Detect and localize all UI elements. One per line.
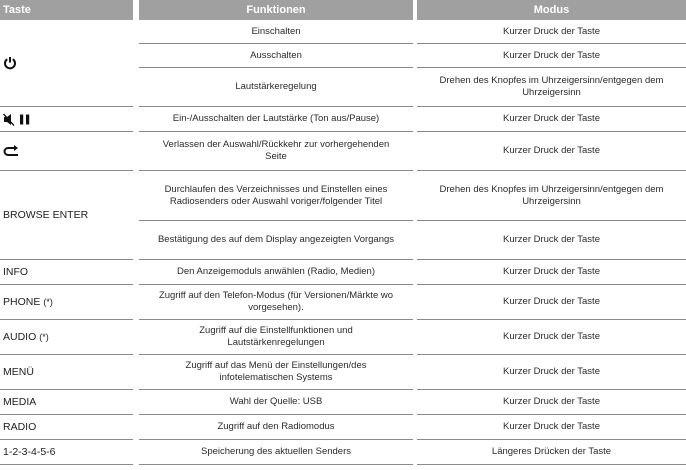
modus-radio: Kurzer Druck der Taste — [417, 415, 686, 440]
modus-einschalten: Kurzer Druck der Taste — [417, 20, 686, 44]
funktion-mute-pause: Ein-/Ausschalten der Lautstärke (Ton aus/Pause) — [139, 107, 413, 132]
funktion-radio: Zugriff auf den Radiomodus — [139, 415, 413, 440]
key-phone-note: (*) — [43, 297, 53, 307]
funktion-menu: Zugriff auf das Menü der Einstellungen/des infotelematischen Systems — [139, 355, 413, 390]
key-phone-label: PHONE — [3, 296, 41, 308]
key-power — [0, 20, 133, 107]
key-menu: MENÜ — [0, 355, 133, 390]
funktion-ausschalten: Ausschalten — [139, 44, 413, 68]
funktion-info: Den Anzeigemoduls anwählen (Radio, Medien) — [139, 260, 413, 285]
key-audio-label: AUDIO — [3, 331, 37, 343]
key-presets: 1-2-3-4-5-6 — [0, 440, 133, 465]
funktion-audio: Zugriff auf die Einstellfunktionen und Lautstärkenregelungen — [139, 320, 413, 355]
modus-ausschalten: Kurzer Druck der Taste — [417, 44, 686, 68]
key-mute-pause — [0, 107, 133, 132]
key-media: MEDIA — [0, 390, 133, 415]
funktion-enter: Bestätigung des auf dem Display angezeigten Vorgangs — [139, 221, 413, 260]
modus-browse: Drehen des Knopfes im Uhrzeigersinn/entgegen dem Uhrzeigersinn — [417, 171, 686, 221]
funktion-lautstaerke: Lautstärkeregelung — [139, 68, 413, 107]
back-arrow-icon — [3, 145, 19, 157]
key-browse-enter: BROWSE ENTER — [0, 171, 133, 260]
modus-lautstaerke: Drehen des Knopfes im Uhrzeigersinn/entgegen dem Uhrzeigersinn — [417, 68, 686, 107]
header-funktionen: Funktionen — [139, 0, 413, 20]
key-phone — [0, 285, 133, 320]
key-back — [0, 132, 133, 171]
key-audio-note: (*) — [39, 332, 49, 342]
funktion-phone: Zugriff auf den Telefon-Modus (für Versionen/Märkte wo vorgesehen). — [139, 285, 413, 320]
key-audio — [0, 320, 133, 355]
modus-back: Kurzer Druck der Taste — [417, 132, 686, 171]
funktion-media: Wahl der Quelle: USB — [139, 390, 413, 415]
power-icon — [3, 56, 17, 70]
funktion-back: Verlassen der Auswahl/Rückkehr zur vorhergehenden Seite — [139, 132, 413, 171]
funktion-browse: Durchlaufen des Verzeichnisses und Einstellen eines Radiosenders oder Auswahl voriger/folgender Titel — [139, 171, 413, 221]
modus-presets: Längeres Drücken der Taste — [417, 440, 686, 465]
funktion-presets: Speicherung des aktuellen Senders — [139, 440, 413, 465]
modus-media: Kurzer Druck der Taste — [417, 390, 686, 415]
modus-phone: Kurzer Druck der Taste — [417, 285, 686, 320]
modus-enter: Kurzer Druck der Taste — [417, 221, 686, 260]
modus-info: Kurzer Druck der Taste — [417, 260, 686, 285]
key-radio: RADIO — [0, 415, 133, 440]
modus-audio: Kurzer Druck der Taste — [417, 320, 686, 355]
header-modus: Modus — [417, 0, 686, 20]
key-info: INFO — [0, 260, 133, 285]
funktion-einschalten: Einschalten — [139, 20, 413, 44]
header-taste: Taste — [0, 0, 133, 20]
modus-mute-pause: Kurzer Druck der Taste — [417, 107, 686, 132]
mute-pause-icon — [3, 113, 33, 126]
modus-menu: Kurzer Druck der Taste — [417, 355, 686, 390]
